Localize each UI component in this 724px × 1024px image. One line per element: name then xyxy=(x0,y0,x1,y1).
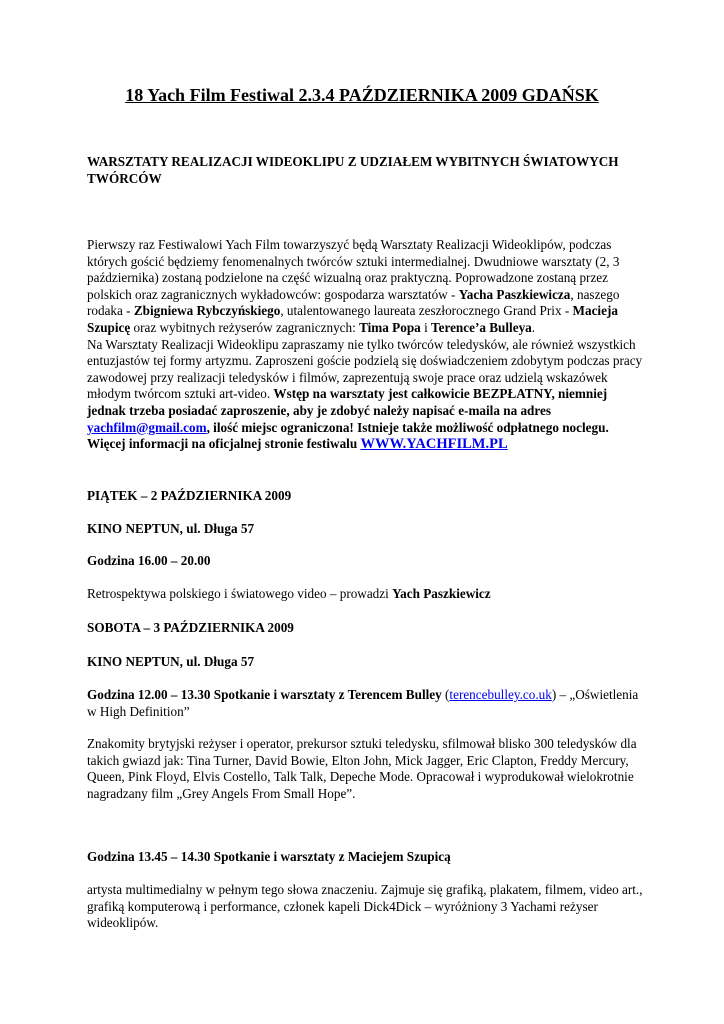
saturday-venue: KINO NEPTUN, ul. Długa 57 xyxy=(87,654,255,669)
page-title: 18 Yach Film Festiwal 2.3.4 PAŹDZIERNIKA 2009 GDAŃSK xyxy=(125,85,599,105)
session-2-description: artysta multimedialny w pełnym tego słowa znaczeniu. Zajmuje się grafiką, plakatem, filmem, video art., grafiką komputerową i performance, członek kapeli Dick4Dick – wyróżniony 3 Yachami reżyser wideoklipów. xyxy=(87,882,643,931)
intro-text: Pierwszy raz Festiwalowi Yach Film towarzyszyć będą Warsztaty Realizacji Wideoklipów, podczas których gościć będziemy fenomenalnych twórców sztuki intermedialnej. Dwudniowe warsztaty (2, 3 października) zostaną podzielone na część wizualną oraz praktyczną. Poprowadzone zostaną przez polskich oraz zagranicznych wykładowców: gospodarza warsztatów - xyxy=(87,237,620,302)
intro-text: oraz wybitnych reżyserów zagranicznych: xyxy=(130,319,360,335)
intro-text: , naszego rodaka - xyxy=(87,286,620,319)
session-1-paren: ( xyxy=(441,687,450,702)
session-1-header xyxy=(87,687,647,720)
intro-text: . xyxy=(531,319,536,335)
intro-paragraph-2: Na Warsztaty Realizacji Wideoklipu zapraszamy nie tylko twórców teledysków, ale również wszystkich entuzjastów tej formy artyzmu. Zaproszeni goście podzielą się doświadczeniem zdobytym podczas pracy zawodowej przy realizacji teledysków i filmów, zaprezentują swoje prace oraz udzielą wskazówek młodym twórcom sztuki art-video. xyxy=(87,336,643,402)
session-2-title: Godzina 13.45 – 14.30 Spotkanie i warsztaty z Maciejem Szupicą xyxy=(87,849,451,864)
intro-text: i xyxy=(420,319,432,335)
szupica-name: Macieja Szupicę xyxy=(87,303,618,335)
intro-text: , utalentowanego laureata zeszłorocznego Grand Prix - xyxy=(280,303,573,319)
friday-desc-text: Retrospektywa polskiego i światowego video – prowadzi xyxy=(87,586,393,601)
session-1-title: Godzina 12.00 – 13.30 Spotkanie i warsztaty z Terencem Bulley xyxy=(87,687,442,702)
host-name: Yacha Paszkiewicza xyxy=(458,286,571,302)
section-heading: WARSZTATY REALIZACJI WIDEOKLIPU Z UDZIAŁEM WYBITNYCH ŚWIATOWYCH TWÓRCÓW xyxy=(87,154,619,186)
more-info-notice: , ilość miejsc ograniczona! Istnieje także możliwość odpłatnego noclegu. Więcej informacji na oficjalnej stronie festiwalu xyxy=(87,419,609,452)
session-1-description: Znakomity brytyjski reżyser i operator, prekursor sztuki teledysku, sfilmował blisko 300 teledysków dla takich gwiazd jak: Tina Turner, David Bowie, Elton John, Mick Jagger, Eric Clapton, Freddy Mercury, Queen, Pink Floyd, Elvis Costello, Talk Talk, Depeche Mode. Opracował i wyprodukował wielokrotnie nagradzany film „Grey Angels From Small Hope”. xyxy=(87,736,637,801)
email-link[interactable]: yachfilm@gmail.com xyxy=(87,419,207,435)
friday-host: Yach Paszkiewicz xyxy=(392,586,491,601)
friday-venue: KINO NEPTUN, ul. Długa 57 xyxy=(87,521,255,536)
free-entry-notice: Wstęp na warsztaty jest całkowicie BEZPŁATNY, niemniej jednak trzeba posiadać zaproszenie, aby je zdobyć należy napisać e-maila na adres xyxy=(87,386,608,418)
saturday-date: SOBOTA – 3 PAŹDZIERNIKA 2009 xyxy=(87,620,294,635)
friday-description xyxy=(87,586,647,603)
terencebulley-link[interactable]: terencebulley.co.uk xyxy=(449,687,552,702)
intro-paragraph-1 xyxy=(87,237,647,453)
friday-time: Godzina 16.00 – 20.00 xyxy=(87,553,211,568)
session-1-topic: ) – „Oświetlenia w High Definition” xyxy=(87,687,639,719)
bulley-name: Terence’a Bulleya xyxy=(431,319,532,335)
website-link[interactable]: WWW.YACHFILM.PL xyxy=(360,436,508,453)
popa-name: Tima Popa xyxy=(359,319,421,335)
friday-date: PIĄTEK – 2 PAŹDZIERNIKA 2009 xyxy=(87,488,292,503)
rybczynski-name: Zbigniewa Rybczyńskiego xyxy=(133,303,281,319)
